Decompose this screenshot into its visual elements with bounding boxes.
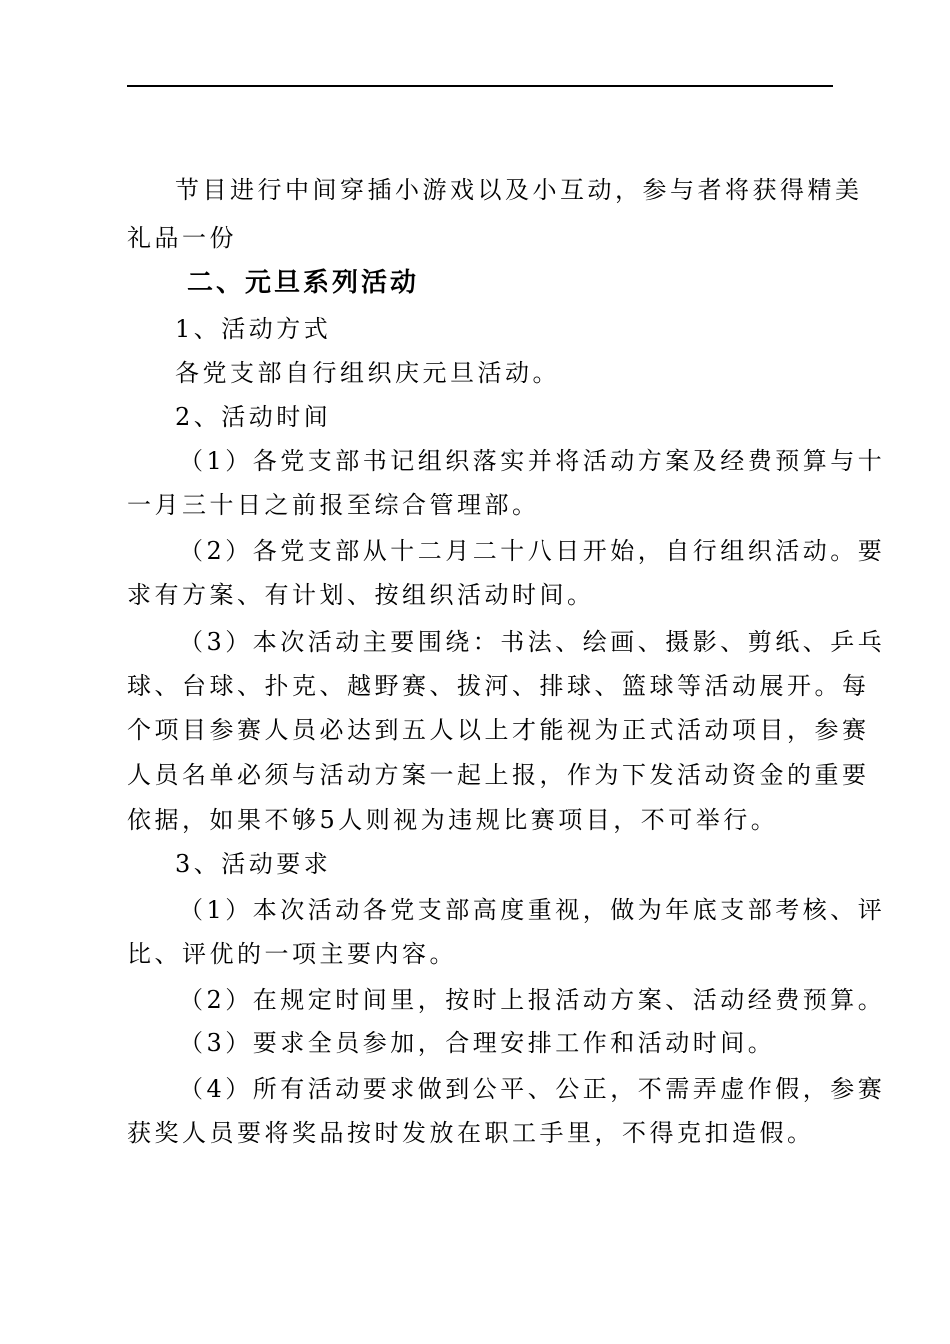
paragraph-line: 个项目参赛人员必达到五人以上才能视为正式活动项目，参赛 [127,716,870,744]
paragraph-line: （2）在规定时间里，按时上报活动方案、活动经费预算。 [179,986,886,1014]
paragraph-line: （2）各党支部从十二月二十八日开始，自行组织活动。要 [179,537,886,565]
subsection-title: 3、活动要求 [175,850,332,878]
paragraph-line: 求有方案、有计划、按组织活动时间。 [127,581,595,609]
paragraph-line: 获奖人员要将奖品按时发放在职工手里，不得克扣造假。 [127,1119,815,1147]
paragraph-line: （3）要求全员参加，合理安排工作和活动时间。 [179,1029,776,1057]
paragraph-line: （1）本次活动各党支部高度重视，做为年底支部考核、评 [179,896,886,924]
paragraph-line: 节目进行中间穿插小游戏以及小互动，参与者将获得精美 [175,176,863,204]
section-heading: 二、元旦系列活动 [187,268,420,298]
paragraph-line: 比、评优的一项主要内容。 [127,940,457,968]
paragraph-line: 人员名单必须与活动方案一起上报，作为下发活动资金的重要 [127,761,870,789]
paragraph-line: （4）所有活动要求做到公平、公正，不需弄虚作假，参赛 [179,1075,886,1103]
subsection-title: 1、活动方式 [175,315,332,343]
paragraph-line: 球、台球、扑克、越野赛、拔河、排球、篮球等活动展开。每 [127,672,870,700]
paragraph-line: （1）各党支部书记组织落实并将活动方案及经费预算与十 [179,447,886,475]
paragraph-line: 各党支部自行组织庆元旦活动。 [175,359,560,387]
header-rule [127,85,833,87]
paragraph-line: 一月三十日之前报至综合管理部。 [127,491,540,519]
subsection-title: 2、活动时间 [175,403,332,431]
paragraph-line: 礼品一份 [127,224,237,252]
paragraph-line: （3）本次活动主要围绕：书法、绘画、摄影、剪纸、乒乓 [179,628,886,656]
paragraph-line: 依据，如果不够5人则视为违规比赛项目，不可举行。 [127,806,779,834]
